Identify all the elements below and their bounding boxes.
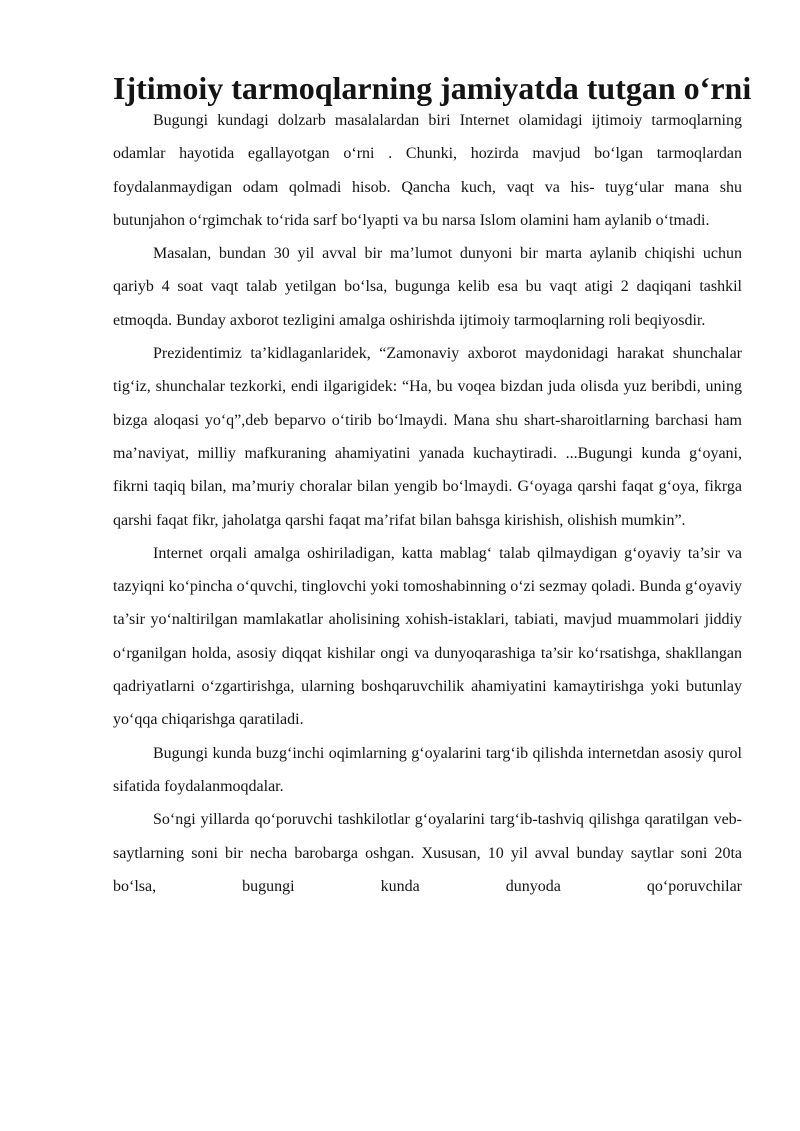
paragraph-6: So‘ngi yillarda qo‘poruvchi tashkilotlar g‘oyalarini targ‘ib-tashviq qilishga qaratilgan veb-saytlarning soni bir necha barobarga oshgan. Xususan, 10 yil avval bunday saytlar soni 20ta bo‘lsa, bugungi kunda dunyoda qo‘poruvchilar: [113, 811, 742, 895]
paragraph-1: Bugungi kundagi dolzarb masalalardan biri Internet olamidagi ijtimoiy tarmoqlarning odamlar hayotida egallayotgan o‘rni . Chunki, hozirda mavjud bo‘lgan tarmoqlardan foydalanmaydigan odam qolmadi hisob. Qancha kuch, vaqt va his- tuyg‘ular mana shu butunjahon o‘rgimchak to‘rida sarf bo‘lyapti va bu narsa Islom olamini ham aylanib o‘tmadi.: [113, 112, 742, 229]
paragraph-5: Bugungi kunda buzg‘inchi oqimlarning g‘oyalarini targ‘ib qilishda internetdan asosiy qurol sifatida foydalanmoqdalar.: [113, 744, 742, 795]
document-title: Ijtimoiy tarmoqlarning jamiyatda tutgan o‘rni: [113, 70, 752, 106]
paragraph-2: Masalan, bundan 30 yil avval bir ma’lumot dunyoni bir marta aylanib chiqishi uchun qariyb 4 soat vaqt talab yetilgan bo‘lsa, bugunga kelib esa bu vaqt atigi 2 daqiqani tashkil etmoqda. Bunday axborot tezligini amalga oshirishda ijtimoiy tarmoqlarning roli beqiyosdir.: [113, 245, 742, 329]
paragraph-4: Internet orqali amalga oshiriladigan, katta mablag‘ talab qilmaydigan g‘oyaviy ta’sir va tazyiqni ko‘pincha o‘quvchi, tinglovchi yoki tomoshabinning o‘zi sezmay qoladi. Bunda g‘oyaviy ta’sir yo‘naltirilgan mamlakatlar aholisining xohish-istaklari, tabiati, mavjud muammolari jiddiy o‘rganilgan holda, asosiy diqqat kishilar ongi va dunyoqarashiga ta’sir ko‘rsatishga, shakllangan qadriyatlarni o‘zgartirishga, ularning boshqaruvchilik ahamiyatini kamaytirishga yoki butunlay yo‘qqa chiqarishga qaratiladi.: [113, 544, 742, 729]
paragraph-3: Prezidentimiz ta’kidlaganlaridek, “Zamonaviy axborot maydonidagi harakat shunchalar tig‘iz, shunchalar tezkorki, endi ilgarigidek: “Ha, bu voqea bizdan juda olisda yuz beribdi, uning bizga aloqasi yo‘q”,deb beparvo o‘tirib bo‘lmaydi. Mana shu shart-sharoitlarning barchasi ham ma’naviyat, milliy mafkuraning ahamiyatini yanada kuchaytiradi. ...Bugungi kunda g‘oyani, fikrni taqiq bilan, ma’muriy choralar bilan yengib bo‘lmaydi. G‘oyaga qarshi faqat g‘oya, fikrga qarshi faqat fikr, jaholatga qarshi faqat ma’rifat bilan bahsga kirishish, olishish mumkin”.: [113, 345, 742, 529]
document-body: [113, 70, 752, 903]
